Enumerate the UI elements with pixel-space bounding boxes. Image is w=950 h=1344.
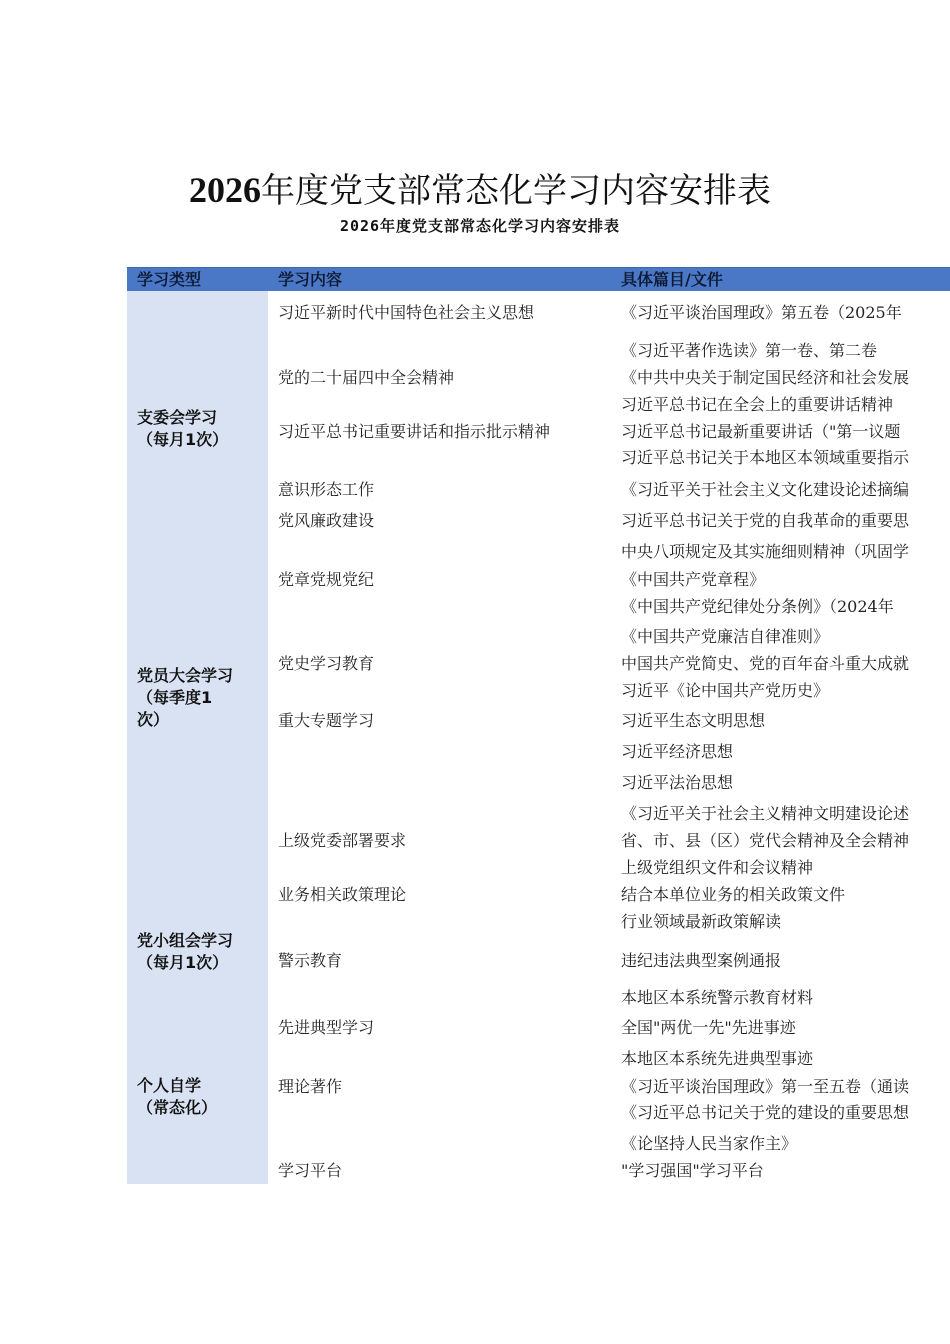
content-item: 上级党委部署要求 (278, 831, 407, 850)
document-item: 《论坚持人民当家作主》 (621, 1134, 798, 1153)
document-title (0, 168, 950, 213)
content-item: 业务相关政策理论 (278, 885, 407, 904)
content-item: 党风廉政建设 (278, 511, 375, 530)
study-schedule-table (127, 267, 950, 1185)
document-item: 中央八项规定及其实施细则精神（巩固学 (621, 542, 910, 561)
document-subtitle: 2026年度党支部常态化学习内容安排表 (339, 217, 621, 235)
document-item: 习近平经济思想 (621, 742, 734, 761)
document-item: 《习近平著作选读》第一卷、第二卷 (621, 341, 878, 360)
document-item: 本地区本系统先进典型事迹 (621, 1049, 814, 1068)
table-header-row (127, 267, 950, 291)
content-item: 习近平总书记重要讲话和指示批示精神 (278, 422, 551, 441)
document-item: 习近平《论中国共产党历史》 (621, 681, 830, 700)
header-study-type: 学习类型 (137, 270, 202, 289)
document-item: 《习近平关于社会主义精神文明建设论述 (621, 804, 910, 823)
content-item: 先进典型学习 (278, 1018, 375, 1037)
content-item: 党史学习教育 (278, 654, 375, 673)
document-item: 上级党组织文件和会议精神 (621, 858, 814, 877)
content-item: 警示教育 (278, 951, 343, 970)
document-item: 《中国共产党纪律处分条例》（2024年 (621, 597, 894, 616)
document-item: 习近平总书记在全会上的重要讲话精神 (621, 395, 894, 414)
type-party-member-meeting: 党员大会学习 （每季度1 次） (137, 666, 234, 729)
document-item: 习近平总书记最新重要讲话（"第一议题 (621, 422, 901, 441)
document-item: 《中国共产党廉洁自律准则》 (621, 627, 830, 646)
document-item: 行业领域最新政策解读 (621, 912, 782, 931)
content-item: 党章党规党纪 (278, 570, 375, 589)
document-item: 《中共中央关于制定国民经济和社会发展 (621, 368, 910, 387)
document-item: 结合本单位业务的相关政策文件 (621, 885, 846, 904)
content-item: 意识形态工作 (278, 480, 375, 499)
document-item: 习近平法治思想 (621, 773, 734, 792)
document-item: 本地区本系统警示教育材料 (621, 988, 814, 1007)
title-year: 2026 (189, 170, 261, 210)
content-item: 学习平台 (278, 1161, 343, 1180)
document-item: 习近平总书记关于本地区本领域重要指示 (621, 448, 910, 467)
type-branch-committee: 支委会学习 （每月1次） (137, 408, 229, 449)
document-item: 全国"两优一先"先进事迹 (621, 1018, 796, 1037)
document-item: 习近平生态文明思想 (621, 711, 766, 730)
document-item: 《习近平谈治国理政》第五卷（2025年 (621, 303, 902, 322)
header-study-content: 学习内容 (278, 270, 343, 289)
content-item: 理论著作 (278, 1077, 343, 1096)
content-item: 党的二十届四中全会精神 (278, 368, 455, 387)
document-item: 违纪违法典型案例通报 (621, 951, 782, 970)
document-item: 《习近平关于社会主义文化建设论述摘编 (621, 480, 910, 499)
document-item: "学习强国"学习平台 (621, 1161, 764, 1180)
document-item: 《习近平谈治国理政》第一至五卷（通读 (621, 1077, 910, 1096)
document-item: 《习近平总书记关于党的建设的重要思想 (621, 1103, 910, 1122)
title-text: 年度党支部常态化学习内容安排表 (261, 171, 771, 211)
header-documents: 具体篇目/文件 (621, 270, 723, 289)
type-self-study: 个人自学 （常态化） (137, 1076, 218, 1117)
type-party-group-meeting: 党小组会学习 （每月1次） (137, 931, 234, 972)
content-item: 重大专题学习 (278, 711, 375, 730)
document-item: 省、市、县（区）党代会精神及全会精神 (621, 831, 910, 850)
content-item: 习近平新时代中国特色社会主义思想 (278, 303, 535, 322)
document-item: 《中国共产党章程》 (621, 570, 766, 589)
document-item: 中国共产党简史、党的百年奋斗重大成就 (621, 654, 910, 673)
document-item: 习近平总书记关于党的自我革命的重要思 (621, 511, 910, 530)
